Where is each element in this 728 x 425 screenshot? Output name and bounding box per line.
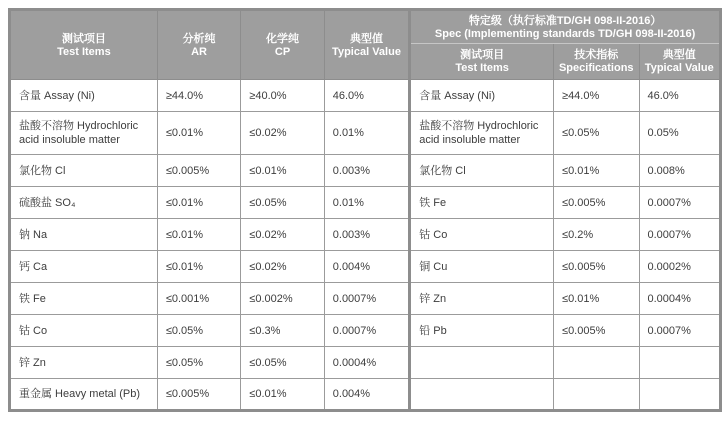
cell-ar-value: ≤0.005% bbox=[157, 379, 240, 411]
header-test-items-left-en: Test Items bbox=[57, 45, 111, 58]
cell-test-item-left: 锌 Zn bbox=[10, 347, 158, 379]
cell-ar-value: ≤0.01% bbox=[157, 187, 240, 219]
table-row bbox=[10, 347, 721, 379]
cell-typical-right bbox=[639, 379, 721, 411]
cell-test-item-right: 钴 Co bbox=[410, 219, 554, 251]
cell-spec-value bbox=[554, 347, 639, 379]
cell-test-item-right: 氯化物 Cl bbox=[410, 155, 554, 187]
table-row bbox=[10, 315, 721, 347]
header-typical-left-zh: 典型值 bbox=[350, 32, 383, 45]
cell-cp-value: ≤0.02% bbox=[241, 251, 324, 283]
cell-spec-value: ≥44.0% bbox=[554, 80, 639, 112]
cell-test-item-left: 硫酸盐 SO₄ bbox=[10, 187, 158, 219]
table-row bbox=[10, 155, 721, 187]
cell-typical-left: 0.004% bbox=[324, 379, 409, 411]
cell-spec-value: ≤0.005% bbox=[554, 315, 639, 347]
table-row bbox=[10, 219, 721, 251]
cell-typical-right: 0.0007% bbox=[639, 219, 721, 251]
cell-typical-right: 0.0004% bbox=[639, 283, 721, 315]
header-ar bbox=[157, 10, 240, 80]
cell-spec-value: ≤0.01% bbox=[554, 155, 639, 187]
table-row bbox=[10, 112, 721, 155]
cell-cp-value: ≤0.002% bbox=[241, 283, 324, 315]
cell-typical-right: 0.0002% bbox=[639, 251, 721, 283]
header-ar-zh: 分析纯 bbox=[182, 32, 216, 45]
header-ar-en: AR bbox=[191, 45, 207, 58]
cell-ar-value: ≤0.01% bbox=[157, 219, 240, 251]
cell-typical-left: 0.01% bbox=[324, 112, 409, 155]
cell-cp-value: ≤0.02% bbox=[241, 219, 324, 251]
cell-ar-value: ≤0.01% bbox=[157, 251, 240, 283]
cell-test-item-right: 铅 Pb bbox=[410, 315, 554, 347]
header-spec-group bbox=[410, 10, 721, 44]
cell-test-item-right: 盐酸不溶物 Hydrochloric acid insoluble matter bbox=[410, 112, 554, 155]
cell-test-item-left: 钠 Na bbox=[10, 219, 158, 251]
cell-test-item-left: 铁 Fe bbox=[10, 283, 158, 315]
header-spec-group-zh: 特定级（执行标准TD/GH 098-II-2016） bbox=[468, 14, 662, 27]
header-cp-zh: 化学纯 bbox=[266, 32, 300, 45]
cell-test-item-left: 盐酸不溶物 Hydrochloric acid insoluble matter bbox=[10, 112, 158, 155]
table-row bbox=[10, 187, 721, 219]
cell-ar-value: ≥44.0% bbox=[157, 80, 240, 112]
cell-typical-right: 46.0% bbox=[639, 80, 721, 112]
cell-typical-left: 0.01% bbox=[324, 187, 409, 219]
table-row bbox=[10, 251, 721, 283]
cell-typical-right: 0.0007% bbox=[639, 187, 721, 219]
cell-cp-value: ≤0.01% bbox=[241, 155, 324, 187]
cell-test-item-right: 铁 Fe bbox=[410, 187, 554, 219]
header-cp-en: CP bbox=[274, 45, 291, 58]
cell-cp-value: ≤0.01% bbox=[241, 379, 324, 411]
cell-spec-value: ≤0.005% bbox=[554, 187, 639, 219]
header-typical-left bbox=[324, 10, 409, 80]
header-test-items-left bbox=[10, 10, 158, 80]
cell-ar-value: ≤0.001% bbox=[157, 283, 240, 315]
header-row-top bbox=[10, 10, 721, 44]
cell-ar-value: ≤0.01% bbox=[157, 112, 240, 155]
cell-test-item-right: 含量 Assay (Ni) bbox=[410, 80, 554, 112]
header-test-items-right-en: Test Items bbox=[455, 62, 509, 74]
cell-typical-left: 46.0% bbox=[324, 80, 409, 112]
cell-test-item-left: 钴 Co bbox=[10, 315, 158, 347]
cell-spec-value: ≤0.05% bbox=[554, 112, 639, 155]
cell-test-item-right: 铜 Cu bbox=[410, 251, 554, 283]
cell-typical-right: 0.008% bbox=[639, 155, 721, 187]
cell-ar-value: ≤0.05% bbox=[157, 315, 240, 347]
cell-test-item-right: 锌 Zn bbox=[410, 283, 554, 315]
cell-spec-value: ≤0.2% bbox=[554, 219, 639, 251]
cell-typical-left: 0.0004% bbox=[324, 347, 409, 379]
header-typical-right bbox=[639, 44, 721, 80]
cell-test-item-left: 重金属 Heavy metal (Pb) bbox=[10, 379, 158, 411]
header-specifications-en: Specifications bbox=[558, 62, 634, 74]
table-row bbox=[10, 283, 721, 315]
header-test-items-left-zh: 测试项目 bbox=[61, 32, 106, 45]
header-specifications-zh: 技术指标 bbox=[574, 49, 619, 61]
cell-ar-value: ≤0.005% bbox=[157, 155, 240, 187]
header-typical-left-en: Typical Value bbox=[332, 45, 401, 58]
cell-typical-left: 0.003% bbox=[324, 155, 409, 187]
header-specifications bbox=[554, 44, 639, 80]
cell-typical-right: 0.0007% bbox=[639, 315, 721, 347]
cell-typical-right bbox=[639, 347, 721, 379]
cell-cp-value: ≤0.05% bbox=[241, 347, 324, 379]
cell-typical-left: 0.0007% bbox=[324, 283, 409, 315]
cell-spec-value bbox=[554, 379, 639, 411]
cell-spec-value: ≤0.005% bbox=[554, 251, 639, 283]
cell-ar-value: ≤0.05% bbox=[157, 347, 240, 379]
header-cp bbox=[241, 10, 324, 80]
header-typical-right-en: Typical Value bbox=[644, 62, 714, 74]
cell-test-item-left: 氯化物 Cl bbox=[10, 155, 158, 187]
cell-test-item-left: 含量 Assay (Ni) bbox=[10, 80, 158, 112]
header-test-items-right bbox=[410, 44, 554, 80]
cell-typical-left: 0.0007% bbox=[324, 315, 409, 347]
cell-cp-value: ≤0.3% bbox=[241, 315, 324, 347]
header-test-items-right-zh: 测试项目 bbox=[460, 49, 505, 61]
cell-test-item-right bbox=[410, 347, 554, 379]
cell-test-item-left: 钙 Ca bbox=[10, 251, 158, 283]
table-row bbox=[10, 80, 721, 112]
table-row bbox=[10, 379, 721, 411]
cell-typical-left: 0.003% bbox=[324, 219, 409, 251]
cell-typical-right: 0.05% bbox=[639, 112, 721, 155]
cell-cp-value: ≤0.02% bbox=[241, 112, 324, 155]
cell-test-item-right bbox=[410, 379, 554, 411]
spec-table bbox=[8, 8, 722, 412]
cell-typical-left: 0.004% bbox=[324, 251, 409, 283]
header-typical-right-zh: 典型值 bbox=[662, 49, 696, 61]
cell-cp-value: ≥40.0% bbox=[241, 80, 324, 112]
cell-cp-value: ≤0.05% bbox=[241, 187, 324, 219]
header-spec-group-en: Spec (Implementing standards TD/GH 098-II-2016) bbox=[434, 27, 696, 40]
cell-spec-value: ≤0.01% bbox=[554, 283, 639, 315]
